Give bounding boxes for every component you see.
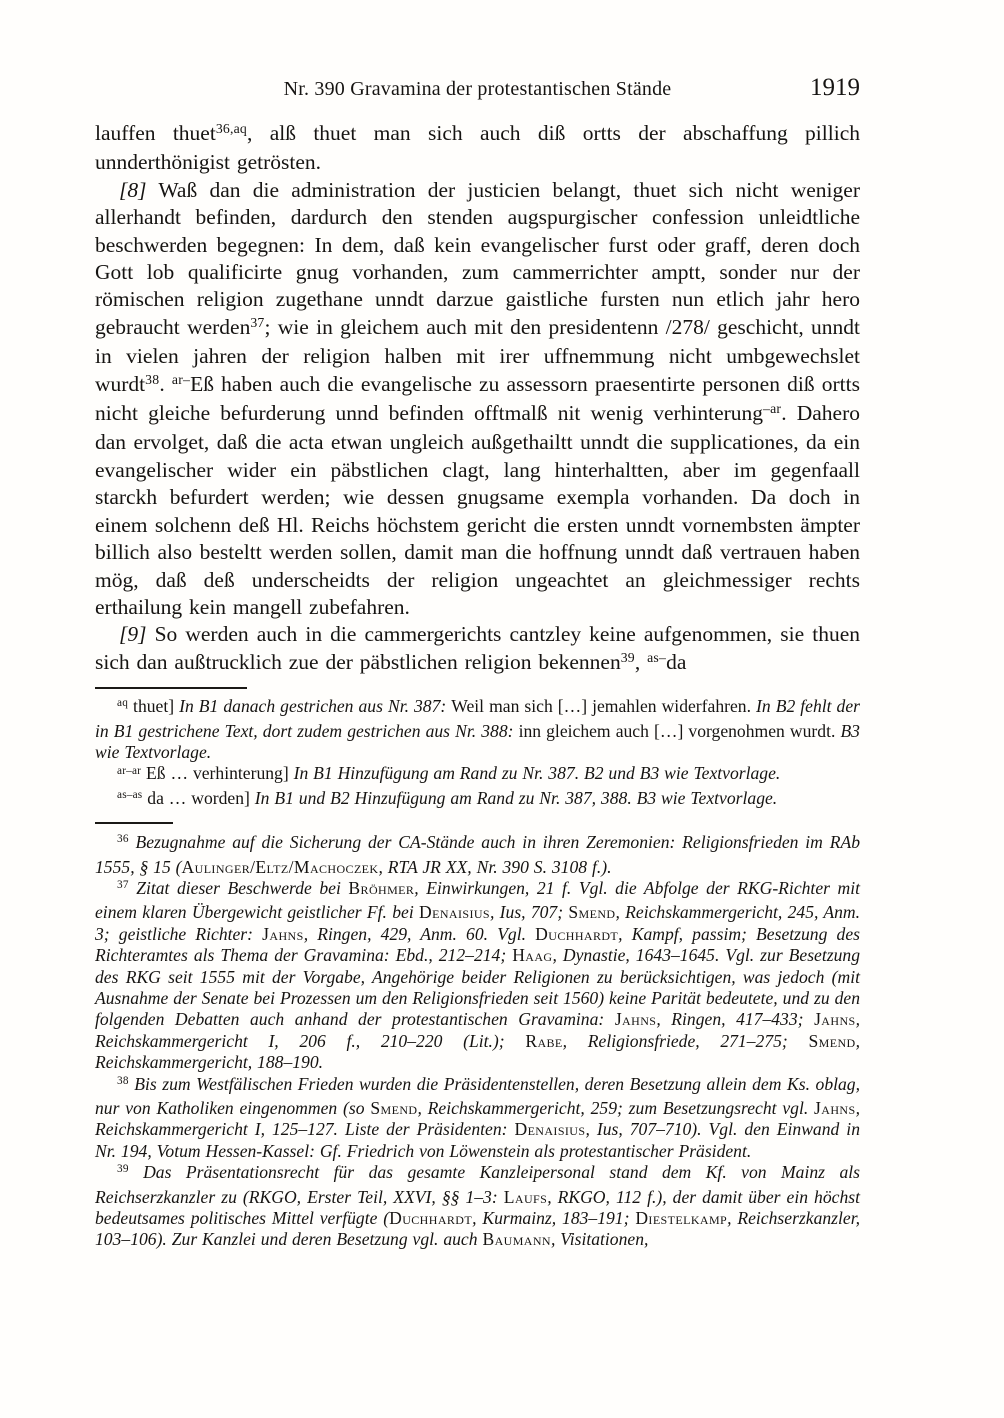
apparatus-separator-rule — [95, 687, 247, 689]
apparatus-entry-as: $^{as-as}$ da … worden] In B1 und B2 Hinzufügung am Rand zu Nr. 387, 388. B3 wie Textvorlage. — [117, 787, 778, 808]
running-header — [95, 76, 860, 106]
paragraph-8: [8] Waß dan die administration der justicien belangt, thuet sich nicht weniger allerhandt befinden, dardurch den stenden augspurgischer confession unleidtliche beschwerden begegnen: In dem, daß kein evangelischer furst oder graff, deren doch Gott lob qualificirte gnug vorhanden, zum cammerrichter amptt, sonder nur der römischen religion zugethane unndt darzue gaistliche fursten nun etlich jahr hero gebraucht werden$^{37}$; wie in gleichem auch mit den presidentenn /278/ geschicht, unndt in vielen jahren der religion halben mit irer uffnemmung nicht umbgewechslet wurdt$^{38}$. $^{ar-}$Eß haben auch die evangelische zu assessorn praesentirte personen diß ortts nicht gleiche befurderung unnd befinden offtmalß nit wenig verhinterung$^{-ar}$. Dahero dan ervolget, daß die acta etwan ungleich außgethailtt unndt die supplicationes, da ein evangelischer wider ein päbstlichen clagt, lang hinterhaltten, aber im gegenfaall starckh befurdert werden; wie dessen gnugsame exempla vorhanden. Da doch in einem solchenn deß Hl. Reichs höchstem gericht die ersten unndt vornembsten ämpter billich also besteltt werden sollen, damit man die hoffnung unndt daß vertrauen haben mög, daß deß underscheidts der religion ungeachtet an gleichmessiger rechts erthailung kein mangell zubefahren. — [95, 177, 860, 619]
apparatus-entry-ar: $^{ar-ar}$ Eß … verhinterung] In B1 Hinzufügung am Rand zu Nr. 387. B2 und B3 wie Textvorlage. — [117, 763, 781, 784]
footnote-36: $^{36}$ Bezugnahme auf die Sicherung der CA-Stände auch in ihren Zeremonien: Religionsfrieden im RAb 1555, § 15 (Aulinger/Eltz/Machoczek, RTA JR XX, Nr. 390 S. 3108 f.). — [95, 832, 860, 877]
running-title: Nr. 390 Gravamina der protestantischen Stände — [283, 78, 672, 100]
main-text — [95, 120, 860, 678]
apparatus-entry-aq: $^{aq}$ thuet] In B1 danach gestrichen aus Nr. 387: Weil man sich […] jemahlen widerfahren. In B2 fehlt der in B1 gestrichene Text, dort zudem gestrichen aus Nr. 388: inn gleichem auch […] vorgenohmen wurdt. B3 wie Textvorlage. — [95, 696, 861, 762]
page-number: 1919 — [810, 74, 860, 101]
footnote-separator-rule — [95, 822, 173, 824]
paragraph-9: [9] So werden auch in die cammergerichts cantzley keine aufgenommen, sie thuen sich dan außtrucklich zue der päbstlichen religion bekennen$^{39}$, $^{as-}$da — [95, 622, 860, 674]
footnotes — [95, 832, 860, 1251]
footnote-37: $^{37}$ Zitat dieser Beschwerde bei Bröhmer, Einwirkungen, 21 f. Vgl. die Abfolge der RKG-Richter mit einem klaren Übergewicht geistlicher Ff. bei Denaisius, Ius, 707; Smend, Reichskammergericht, 245, Anm. 3; geistliche Richter: Jahns, Ringen, 429, Anm. 60. Vgl. Duchhardt, Kampf, passim; Besetzung des Richteramtes als Thema der Gravamina: Ebd., 212–214; Haag, Dynastie, 1643–1645. Vgl. zur Besetzung des RKG seit 1555 mit der Vorgabe, Angehörige beider Religionen zu berücksichtigen, was jedoch (mit Ausnahme der Senate bei Prozessen um den Religionsfrieden seit 1560) keine Parität bedeutete, und zu den folgenden Debatten auch anhand der protestantischen Gravamina: Jahns, Ringen, 417–433; Jahns, Reichskammergericht I, 206 f., 210–220 (Lit.); Rabe, Religionsfriede, 271–275; Smend, Reichskammergericht, 188–190. — [95, 877, 860, 1073]
footnote-38: $^{38}$ Bis zum Westfälischen Frieden wurden die Präsidentenstellen, deren Besetzung allein dem Ks. oblag, nur von Katholiken eingenommen (so Smend, Reichskammergericht, 259; zum Besetzungsrecht vgl. Jahns, Reichskammergericht I, 125–127. Liste der Präsidenten: Denaisius, Ius, 707–710). Vgl. den Einwand in Nr. 194, Votum Hessen-Kassel: Gf. Friedrich von Löwenstein als protestantischer Präsident. — [95, 1073, 860, 1161]
paragraph-continuation: lauffen thuet$^{36,aq}$, alß thuet man sich auch diß ortts der abschaffung pillich unnderthönigist getrösten. — [95, 120, 860, 175]
critical-apparatus — [95, 696, 860, 812]
footnote-39: $^{39}$ Das Präsentationsrecht für das gesamte Kanzleipersonal stand dem Kf. von Mainz als Reichserzkanzler zu (RKGO, Erster Teil, XXVI, §§ 1–3: Laufs, RKGO, 112 f.), der damit über ein höchst bedeutsames politisches Mittel verfügte (Duchhardt, Kurmainz, 183–191; Diestelkamp, Reichserzkanzler, 103–106). Zur Kanzlei und deren Besetzung vgl. auch Baumann, Visitationen, — [95, 1162, 861, 1250]
